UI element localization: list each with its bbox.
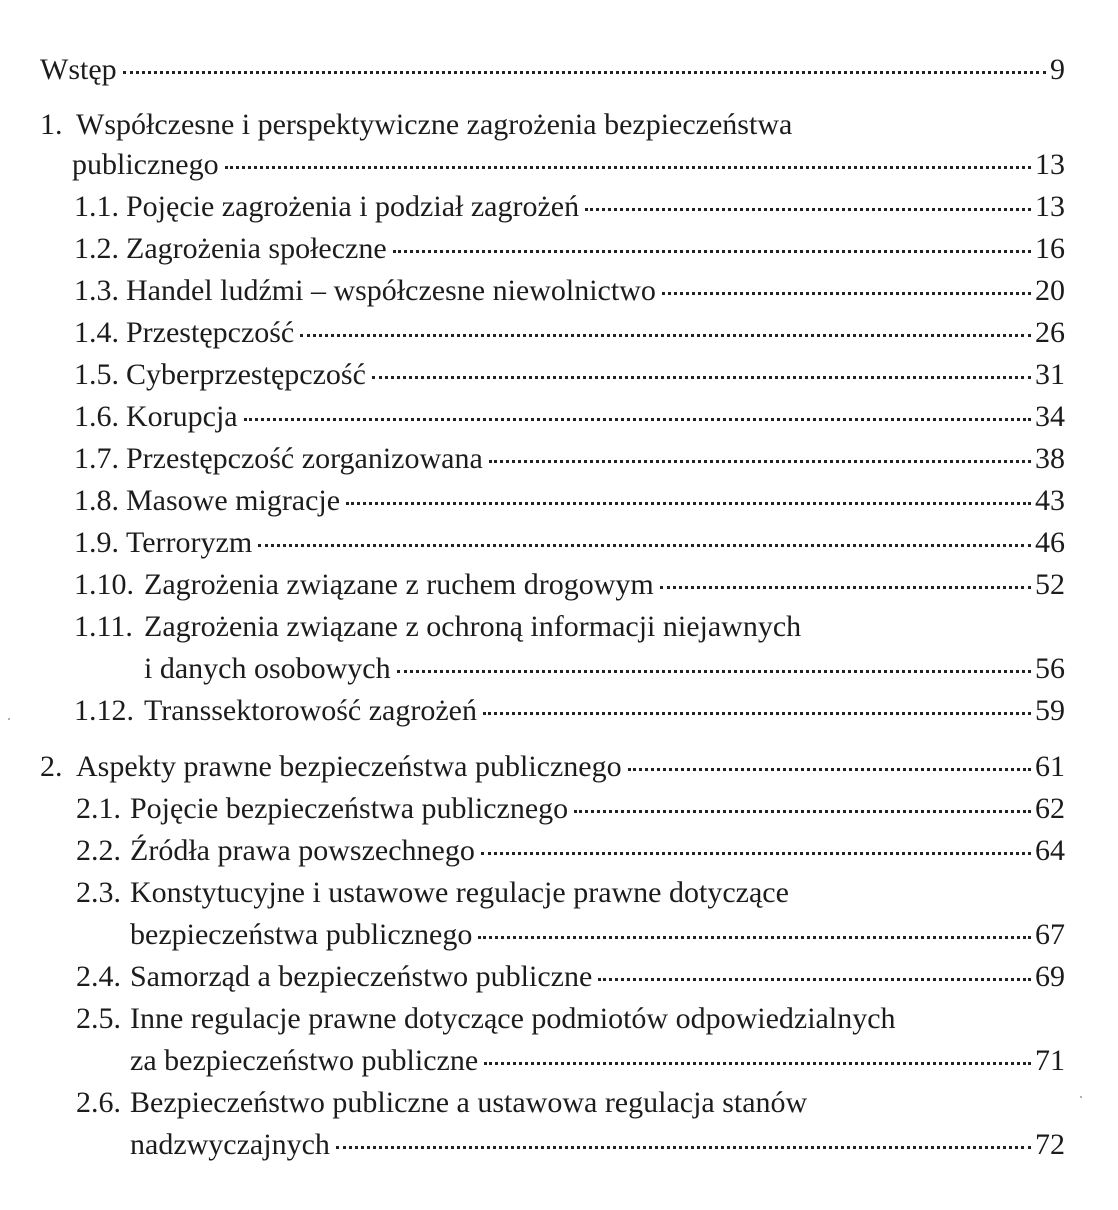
toc-page-number: 34 [1035,400,1065,433]
dot-leader [478,936,1031,939]
toc-section-title: Źródła prawa powszechnego [130,834,475,867]
toc-page-number: 62 [1035,792,1065,825]
toc-chapter-title-cont: publicznego [72,148,219,181]
toc-section-title: Cyberprzestępczość [126,358,366,391]
toc-page-number: 31 [1035,358,1065,391]
toc-chapter-number: 2. [40,750,63,783]
toc-section-title: Pojęcie zagrożenia i podział zagrożeń [126,190,580,223]
toc-section-1-2[interactable] [74,229,1065,269]
toc-section-title: Terroryzm [126,526,253,559]
dot-leader [585,208,1031,211]
toc-section-number: 1.6. [74,400,119,433]
toc-section-number: 1.3. [74,274,119,307]
toc-chapter-title: Współczesne i perspektywiczne zagrożenia bezpieczeństwa [76,108,793,141]
toc-section-title: Inne regulacje prawne dotyczące podmiotów odpowiedzialnych [130,1002,896,1035]
dot-leader [336,1146,1031,1149]
toc-section-title: Przestępczość [126,316,295,349]
dot-leader [574,810,1031,813]
toc-section-1-7[interactable] [74,439,1065,479]
toc-page-number: 16 [1035,232,1065,265]
toc-section-number: 1.2. [74,232,119,265]
toc-section-2-4[interactable] [76,957,1065,997]
toc-section-2-1[interactable] [76,789,1065,829]
toc-section-title: Bezpieczeństwo publiczne a ustawowa regulacja stanów [130,1086,808,1119]
toc-section-1-11[interactable] [74,607,1065,647]
toc-section-title: Transsektorowość zagrożeń [144,694,477,727]
toc-page-number: 43 [1035,484,1065,517]
toc-section-title: Masowe migracje [126,484,341,517]
toc-section-2-5[interactable] [76,999,1065,1039]
toc-section-title: Konstytucyjne i ustawowe regulacje prawne dotyczące [130,876,789,909]
dot-leader [397,670,1031,673]
dot-leader [346,502,1031,505]
dot-leader [662,292,1031,295]
dot-leader [660,586,1031,589]
toc-page-number: 13 [1035,190,1065,223]
toc-section-number: 2.5. [76,1002,121,1035]
toc-page-number: 69 [1035,960,1065,993]
dot-leader [483,712,1031,715]
toc-section-title: Korupcja [126,400,238,433]
toc-section-title: Zagrożenia związane z ochroną informacji niejawnych [144,610,802,643]
scan-speck [1080,1096,1082,1098]
toc-section-1-10[interactable] [74,565,1065,605]
toc-page-number: 46 [1035,526,1065,559]
toc-section-2-3-continuation[interactable] [130,915,1065,955]
toc-chapter-title: Aspekty prawne bezpieczeństwa publicznego [76,750,622,783]
toc-section-1-8[interactable] [74,481,1065,521]
toc-page-number: 38 [1035,442,1065,475]
toc-section-1-11-continuation[interactable] [144,649,1065,689]
toc-section-1-9[interactable] [74,523,1065,563]
toc-section-title: Samorząd a bezpieczeństwo publiczne [130,960,593,993]
dot-leader [225,166,1031,169]
toc-section-number: 1.4. [74,316,119,349]
toc-page-number: 52 [1035,568,1065,601]
toc-page-number: 61 [1035,750,1065,783]
toc-section-number: 1.5. [74,358,119,391]
toc-section-2-3[interactable] [76,873,1065,913]
dot-leader [244,418,1031,421]
toc-chapter-number: 1. [40,108,63,141]
toc-page-number: 71 [1035,1044,1065,1077]
toc-section-number: 1.12. [74,694,134,727]
toc-section-2-6-continuation[interactable] [130,1125,1065,1165]
toc-section-2-2[interactable] [76,831,1065,871]
toc-section-title: Pojęcie bezpieczeństwa publicznego [130,792,569,825]
toc-page-number: 9 [1050,53,1065,86]
dot-leader [123,71,1046,74]
toc-section-number: 1.7. [74,442,119,475]
dot-leader [300,334,1031,337]
toc-section-title: Zagrożenia społeczne [126,232,387,265]
toc-section-1-1[interactable] [74,187,1065,227]
dot-leader [393,250,1031,253]
toc-section-title-cont: bezpieczeństwa publicznego [130,918,473,951]
toc-section-number: 2.1. [76,792,121,825]
toc-page-number: 59 [1035,694,1065,727]
toc-section-title-cont: za bezpieczeństwo publiczne [130,1044,479,1077]
dot-leader [372,376,1031,379]
toc-page-number: 13 [1035,148,1065,181]
toc-section-title: Zagrożenia związane z ruchem drogowym [144,568,654,601]
toc-section-title: Przestępczość zorganizowana [126,442,483,475]
toc-section-1-12[interactable] [74,691,1065,731]
toc-section-1-5[interactable] [74,355,1065,395]
toc-section-title-cont: i danych osobowych [144,652,391,685]
toc-section-1-4[interactable] [74,313,1065,353]
toc-chapter-1-continuation[interactable] [72,145,1065,185]
toc-page-number: 64 [1035,834,1065,867]
toc-chapter-2-heading[interactable] [40,747,1065,787]
dot-leader [481,852,1031,855]
toc-section-title-cont: nadzwyczajnych [130,1128,330,1161]
dot-leader [258,544,1031,547]
toc-entry-title: Wstęp [40,53,117,86]
toc-section-1-3[interactable] [74,271,1065,311]
scan-speck [8,718,10,720]
toc-section-number: 2.6. [76,1086,121,1119]
dot-leader [489,460,1031,463]
toc-page-number: 26 [1035,316,1065,349]
toc-page-number: 67 [1035,918,1065,951]
dot-leader [628,768,1031,771]
toc-section-number: 1.8. [74,484,119,517]
toc-section-2-5-continuation[interactable] [130,1041,1065,1081]
toc-page-number: 56 [1035,652,1065,685]
toc-section-number: 1.1. [74,190,119,223]
toc-section-title: Handel ludźmi – współczesne niewolnictwo [126,274,656,307]
toc-page-number: 72 [1035,1128,1065,1161]
toc-section-number: 2.2. [76,834,121,867]
toc-section-2-6[interactable] [76,1083,1065,1123]
toc-section-number: 2.4. [76,960,121,993]
toc-section-number: 1.11. [74,610,133,643]
dot-leader [484,1062,1031,1065]
toc-entry-intro[interactable] [40,50,1065,90]
toc-chapter-1-heading[interactable] [40,105,1065,145]
toc-page-number: 20 [1035,274,1065,307]
toc-section-number: 1.9. [74,526,119,559]
dot-leader [598,978,1031,981]
toc-section-1-6[interactable] [74,397,1065,437]
toc-section-number: 2.3. [76,876,121,909]
toc-section-number: 1.10. [74,568,134,601]
